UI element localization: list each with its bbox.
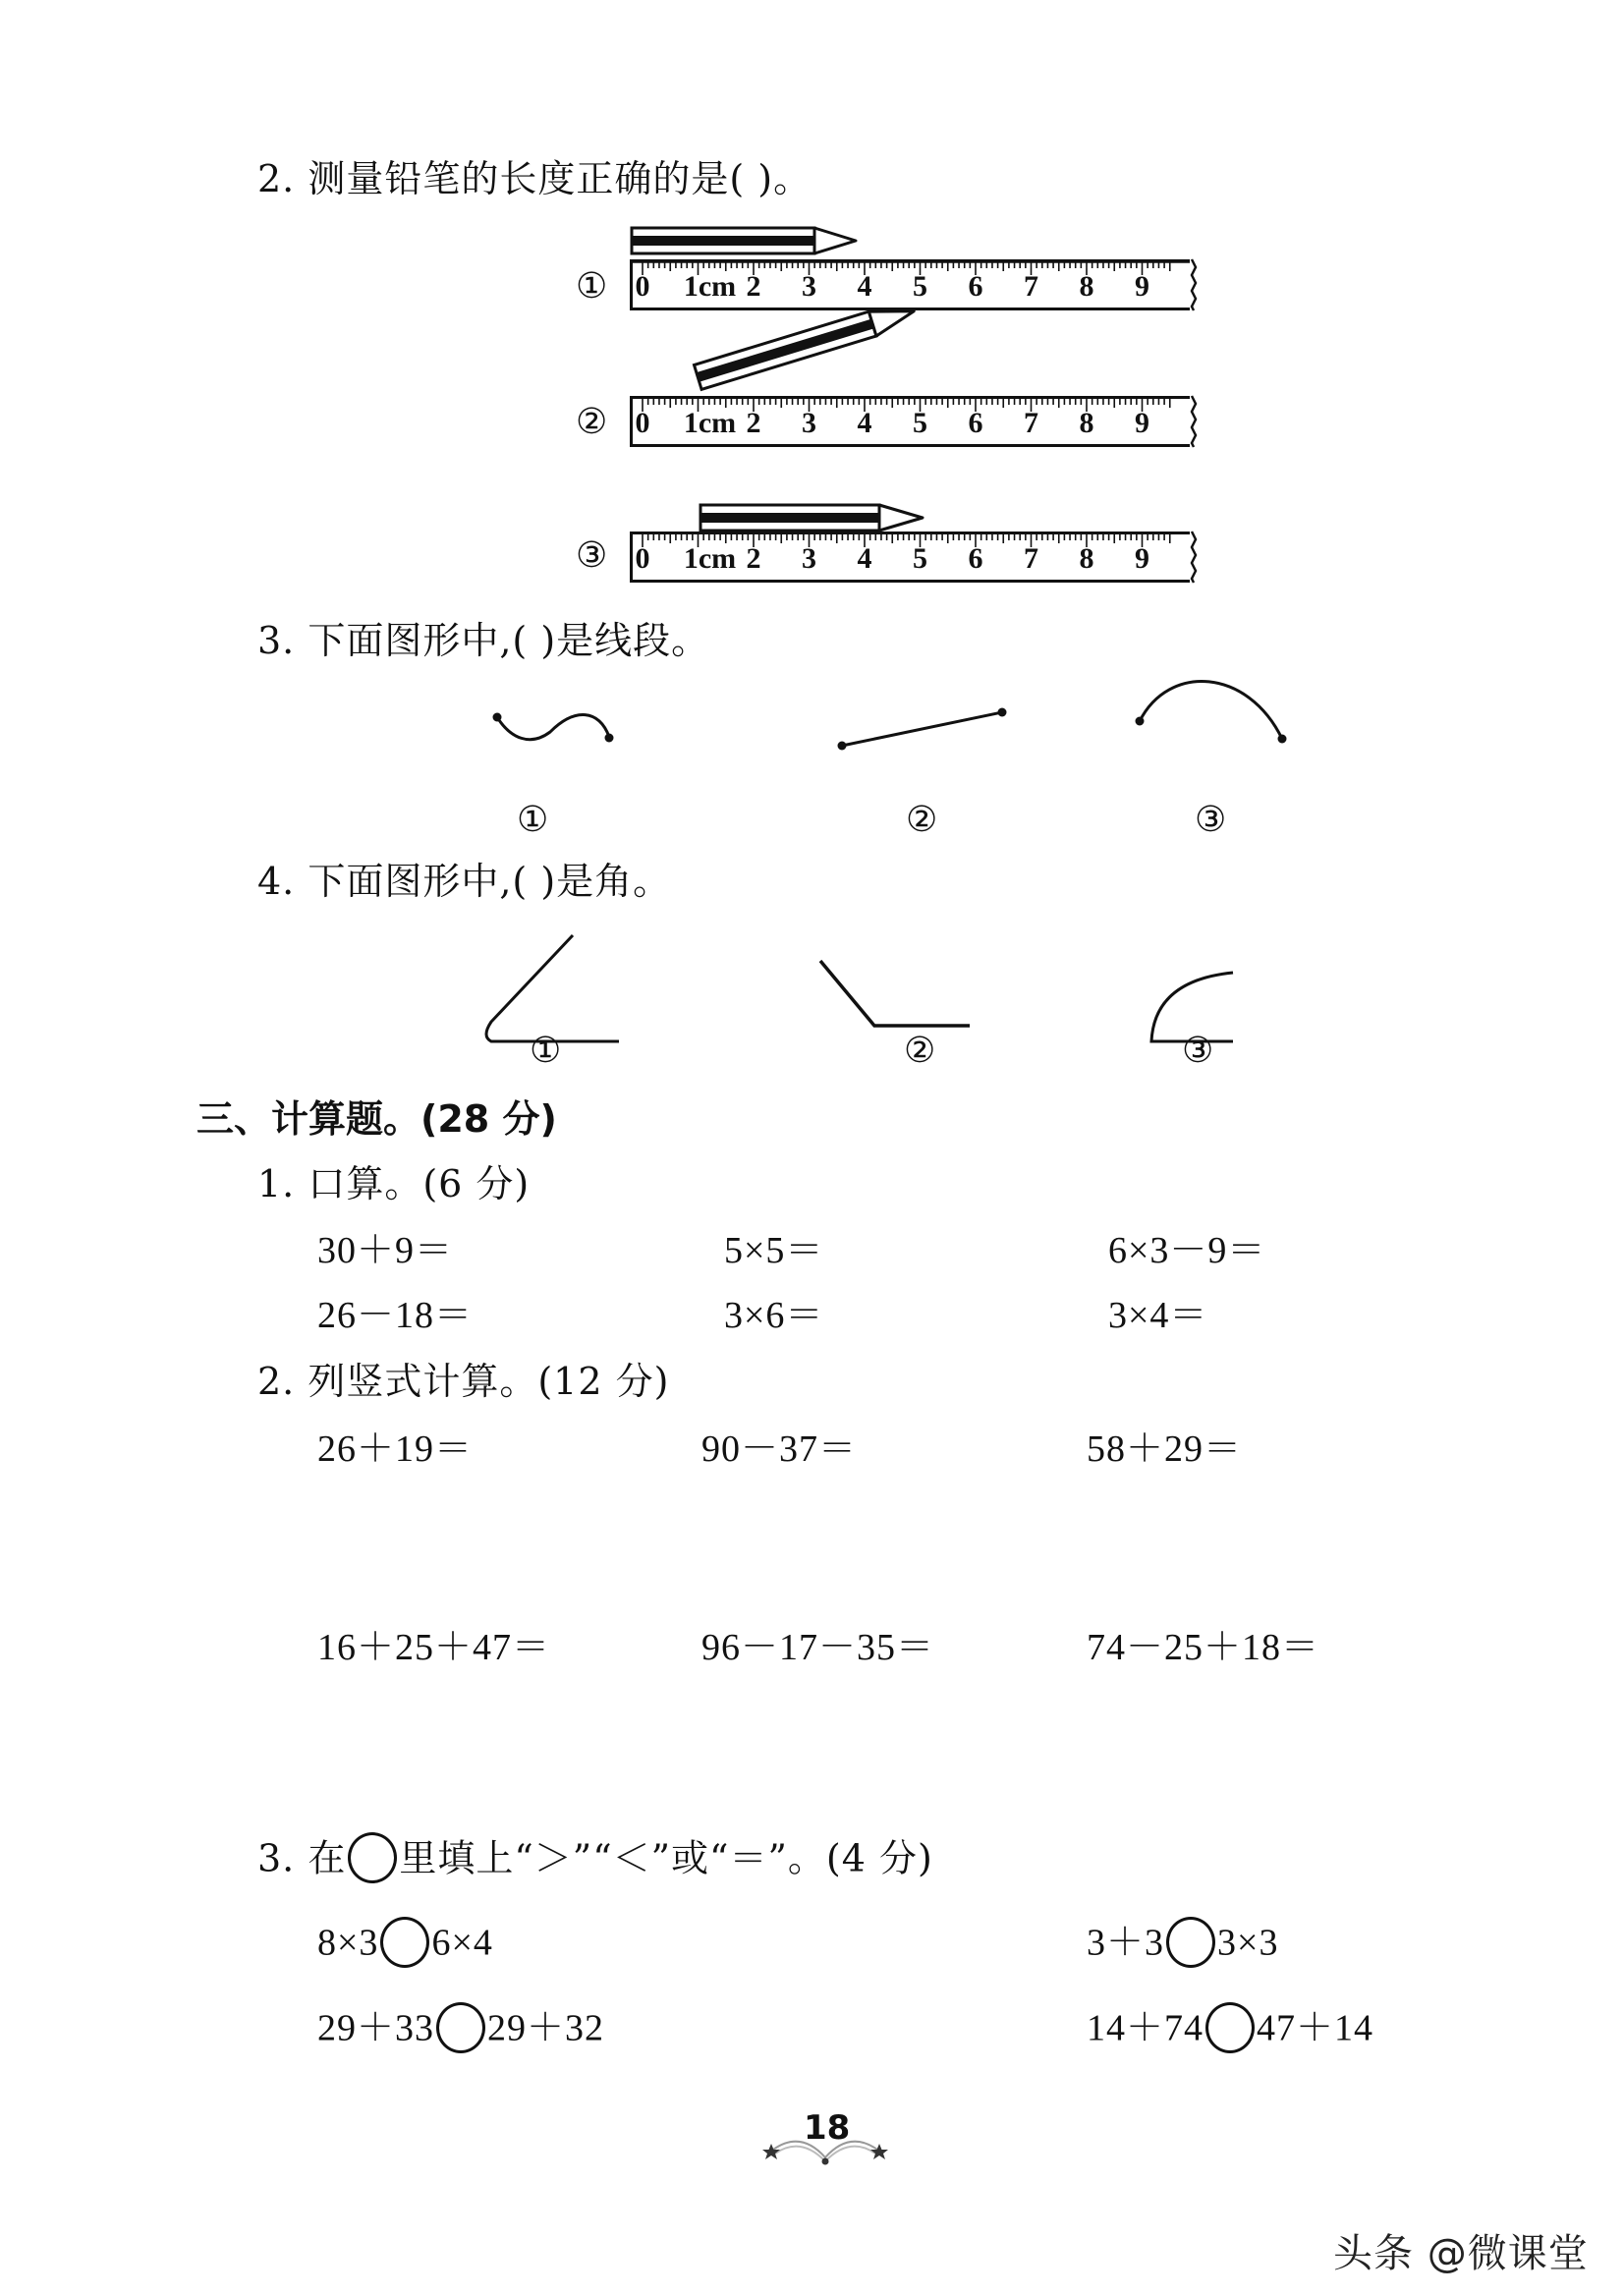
question-4-text: 4. 下面图形中,( )是角。 [257,860,672,903]
ruler-2 [630,396,1190,447]
oral-expr: 6×3－9＝ [1108,1230,1266,1271]
q3-option-label-1: ① [517,800,549,840]
ruler-tick-label: 7 [1024,542,1038,575]
ruler-tick-label: 5 [913,542,927,575]
pencil-icon-2-slanted [688,329,924,398]
compare-title-prefix: 3. 在 [257,1836,347,1880]
answer-circle[interactable] [1166,1917,1215,1968]
q4-option-label-2: ② [904,1031,936,1071]
compare-left: 8×3 [317,1922,379,1964]
option-label-1: ① [576,266,608,307]
compare-item [1087,2006,1373,2057]
compare-item [1087,1921,1278,1972]
oral-expr: 5×5＝ [724,1230,824,1271]
vertical-expr: 96－17－35＝ [701,1627,935,1668]
ruler-tick-label: 0 [635,542,650,575]
ruler-torn-edge [1190,396,1204,447]
ruler-tick-label: 3 [802,407,816,439]
watermark: 头条 @微课堂 [1333,2231,1589,2276]
ruler-tick-label: 9 [1135,270,1149,303]
vertical-expr: 74－25＋18＝ [1087,1627,1320,1668]
compare-right: 3×3 [1217,1922,1279,1964]
angle-shape [820,961,970,1026]
vertical-expr: 58＋29＝ [1087,1428,1243,1470]
ruler-tick-label: 1cm [683,407,737,439]
ruler-tick-label: 8 [1079,270,1094,303]
vertical-expr: 16＋25＋47＝ [317,1627,551,1668]
section-3-title: 三、计算题。(28 分) [196,1097,557,1141]
curve-shape [497,715,609,740]
compare-title [257,1836,933,1887]
line-segment-shape [842,712,1002,746]
ruler-tick-label: 6 [968,270,983,303]
compare-circle-icon [348,1832,397,1883]
ruler-tick-label: 9 [1135,407,1149,439]
ruler-tick-label: 4 [857,270,872,303]
compare-title-suffix: 里填上“＞”“＜”或“＝”。(4 分) [399,1836,933,1880]
q4-option-label-3: ③ [1182,1031,1214,1071]
option-label-3: ③ [576,535,608,576]
compare-item [317,2006,604,2057]
question-2-text: 2. 测量铅笔的长度正确的是( )。 [257,157,812,200]
compare-item [317,1921,493,1972]
arc-shape [1140,681,1282,739]
rounded-corner-shape [486,935,619,1041]
vertical-expr: 26＋19＝ [317,1428,474,1470]
question-3-text: 3. 下面图形中,( )是线段。 [257,619,710,662]
ruler-tick-label: 5 [913,270,927,303]
answer-circle[interactable] [436,2002,485,2053]
angle-shapes [472,924,1258,1032]
ruler-3 [630,532,1190,583]
q3-option-label-2: ② [906,800,938,840]
compare-right: 6×4 [431,1922,493,1964]
oral-expr: 3×4＝ [1108,1295,1208,1336]
compare-left: 14＋74 [1087,2007,1204,2049]
oral-expr: 30＋9＝ [317,1230,454,1271]
ruler-tick-label: 4 [857,407,872,439]
answer-circle[interactable] [380,1917,429,1968]
oral-expr: 26－18＝ [317,1295,474,1336]
oral-calc-title: 1. 口算。(6 分) [257,1162,531,1205]
ruler-tick-label: 5 [913,407,927,439]
ruler-tick-label: 0 [635,270,650,303]
ruler-tick-label: 0 [635,407,650,439]
oral-expr: 3×6＝ [724,1295,824,1336]
ruler-tick-label: 6 [968,542,983,575]
vertical-expr: 90－37＝ [701,1428,858,1470]
ruler-1 [630,259,1190,310]
ruler-tick-label: 8 [1079,542,1094,575]
answer-circle[interactable] [1205,2002,1255,2053]
star-book-ornament-icon [761,2132,889,2171]
ruler-tick-label: 2 [746,542,761,575]
ruler-tick-label: 8 [1079,407,1094,439]
ruler-tick-label: 2 [746,270,761,303]
ruler-tick-label: 3 [802,270,816,303]
compare-right: 29＋32 [487,2007,605,2049]
pencil-icon-1 [630,226,866,257]
page-number: 18 [804,2108,851,2148]
ruler-tick-label: 1cm [683,270,737,303]
pencil-icon-3 [699,503,934,534]
q4-option-label-1: ① [530,1031,562,1071]
ruler-tick-label: 6 [968,407,983,439]
ruler-torn-edge [1190,259,1204,310]
compare-right: 47＋14 [1257,2007,1374,2049]
ruler-tick-label: 7 [1024,270,1038,303]
option-label-2: ② [576,402,608,442]
ruler-tick-label: 9 [1135,542,1149,575]
ruler-torn-edge [1190,532,1204,583]
vertical-calc-title: 2. 列竖式计算。(12 分) [257,1360,670,1403]
line-shapes [481,678,1267,766]
ruler-tick-label: 1cm [683,542,737,575]
q3-option-label-3: ③ [1195,800,1227,840]
ruler-tick-label: 7 [1024,407,1038,439]
compare-left: 3＋3 [1087,1922,1165,1964]
ruler-tick-label: 3 [802,542,816,575]
ruler-tick-label: 2 [746,407,761,439]
compare-left: 29＋33 [317,2007,435,2049]
ruler-tick-label: 4 [857,542,872,575]
